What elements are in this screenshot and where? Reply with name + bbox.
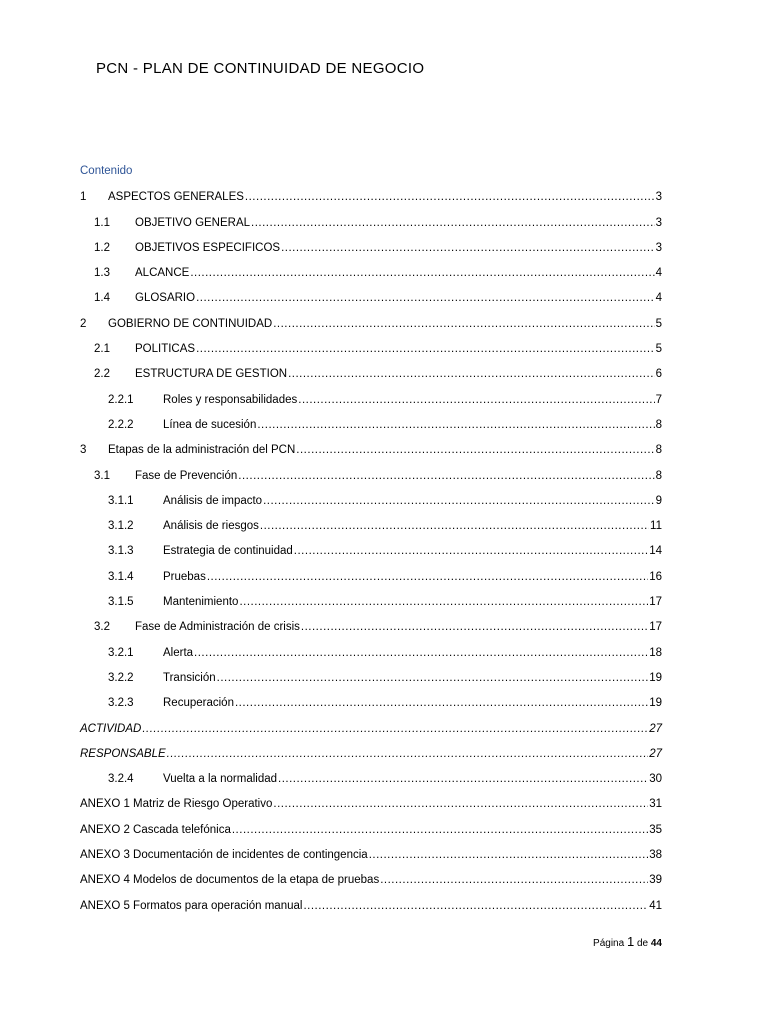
toc-dot-leader: [238, 470, 654, 482]
toc-dot-leader: [288, 368, 655, 380]
toc-entry[interactable]: [80, 178, 662, 203]
toc-entry-number: 3.2.1: [108, 646, 134, 659]
toc-entry-page: 4: [655, 292, 662, 305]
toc-entry-page: 11: [650, 520, 662, 533]
table-of-contents: [80, 178, 662, 912]
toc-dot-leader: [207, 571, 648, 583]
toc-entry[interactable]: [80, 886, 662, 911]
toc-entry-label: ACTIVIDAD: [80, 722, 142, 735]
toc-entry-page: 9: [655, 494, 662, 507]
toc-dot-leader: [196, 343, 655, 355]
toc-entry-page: 16: [649, 570, 662, 583]
toc-entry-page: 39: [649, 874, 662, 887]
page-footer: [593, 934, 662, 949]
toc-entry-label: ESTRUCTURA DE GESTION: [135, 368, 288, 381]
toc-entry-page: 35: [649, 823, 662, 836]
toc-entry-label: ANEXO 1 Matriz de Riesgo Operativo: [80, 798, 273, 811]
toc-entry-page: 38: [649, 849, 662, 862]
toc-entry-page: 41: [649, 899, 662, 912]
toc-entry-number: 2.2.1: [108, 393, 134, 406]
toc-dot-leader: [217, 672, 649, 684]
toc-entry-label: Alerta: [163, 646, 194, 659]
toc-entry[interactable]: [80, 836, 662, 861]
toc-entry-number: 3.1.5: [108, 596, 134, 609]
toc-entry[interactable]: [80, 203, 662, 228]
toc-entry[interactable]: [80, 810, 662, 835]
toc-entry-label: Mantenimiento: [163, 596, 239, 609]
toc-entry-label: Fase de Prevención: [135, 469, 238, 482]
toc-entry-page: 4: [655, 267, 662, 280]
toc-entry-page: 17: [649, 596, 662, 609]
toc-entry-number: 3.2.4: [108, 773, 134, 786]
page-label: Página: [593, 938, 625, 949]
toc-entry-number: 3.1.1: [108, 494, 134, 507]
toc-entry-page: 27: [649, 747, 662, 760]
toc-entry-label: POLITICAS: [135, 343, 196, 356]
toc-entry-label: ASPECTOS GENERALES: [108, 191, 244, 204]
toc-entry[interactable]: [80, 785, 662, 810]
toc-entry[interactable]: [80, 608, 662, 633]
toc-entry-label: OBJETIVO GENERAL: [135, 216, 251, 229]
toc-entry[interactable]: [80, 254, 662, 279]
page-of: de: [636, 938, 649, 949]
toc-entry[interactable]: [80, 709, 662, 734]
toc-entry[interactable]: [80, 456, 662, 481]
toc-dot-leader: [190, 267, 654, 279]
toc-entry-page: 6: [655, 368, 662, 381]
toc-dot-leader: [167, 748, 649, 760]
toc-entry-number: 3.1.3: [108, 545, 134, 558]
toc-entry-label: RESPONSABLE: [80, 747, 166, 760]
toc-dot-leader: [194, 647, 648, 659]
toc-entry-number: 1.4: [94, 292, 110, 305]
toc-dot-leader: [273, 798, 648, 810]
toc-entry[interactable]: [80, 583, 662, 608]
toc-entry-label: GOBIERNO DE CONTINUIDAD: [108, 317, 273, 330]
toc-entry-number: 3.2.2: [108, 671, 134, 684]
toc-entry-number: 3.2: [94, 621, 110, 634]
toc-entry-label: Fase de Administración de crisis: [135, 621, 300, 634]
toc-dot-leader: [260, 520, 649, 532]
toc-dot-leader: [298, 394, 654, 406]
toc-dot-leader: [239, 596, 648, 608]
toc-entry-page: 14: [649, 545, 662, 558]
toc-entry[interactable]: [80, 355, 662, 380]
toc-entry-page: 8: [655, 418, 662, 431]
toc-entry-page: 27: [649, 722, 662, 735]
toc-entry-page: 3: [655, 216, 662, 229]
toc-dot-leader: [196, 292, 655, 304]
toc-entry-label: Estrategia de continuidad: [163, 545, 293, 558]
document-title: PCN - PLAN DE CONTINUIDAD DE NEGOCIO: [96, 60, 425, 77]
toc-entry-label: Línea de sucesión: [163, 418, 257, 431]
toc-entry-page: 19: [649, 671, 662, 684]
toc-entry-number: 3.1: [94, 469, 110, 482]
toc-entry-label: Vuelta a la normalidad: [163, 773, 278, 786]
toc-dot-leader: [142, 723, 648, 735]
toc-entry-page: 19: [649, 697, 662, 710]
toc-entry-label: ALCANCE: [135, 267, 190, 280]
toc-entry[interactable]: [80, 431, 662, 456]
toc-dot-leader: [263, 495, 655, 507]
toc-dot-leader: [296, 444, 654, 456]
toc-dot-leader: [273, 318, 654, 330]
toc-entry-number: 3.2.3: [108, 697, 134, 710]
toc-entry[interactable]: [80, 482, 662, 507]
toc-dot-leader: [257, 419, 654, 431]
toc-entry[interactable]: [80, 507, 662, 532]
toc-entry-number: 1.1: [94, 216, 110, 229]
toc-dot-leader: [380, 874, 648, 886]
toc-entry-number: 1.2: [94, 241, 110, 254]
toc-entry-label: OBJETIVOS ESPECIFICOS: [135, 241, 281, 254]
toc-entry[interactable]: [80, 684, 662, 709]
toc-entry[interactable]: [80, 861, 662, 886]
toc-dot-leader: [235, 697, 648, 709]
toc-entry-label: ANEXO 5 Formatos para operación manual: [80, 899, 303, 912]
toc-entry[interactable]: [80, 659, 662, 684]
toc-entry-label: ANEXO 3 Documentación de incidentes de contingencia: [80, 849, 368, 862]
toc-dot-leader: [232, 824, 648, 836]
toc-entry-label: Etapas de la administración del PCN: [108, 444, 296, 457]
toc-entry-number: 2.1: [94, 343, 110, 356]
toc-entry[interactable]: [80, 330, 662, 355]
toc-entry-page: 7: [655, 393, 662, 406]
toc-entry-number: 3: [80, 444, 87, 457]
toc-entry-label: Análisis de riesgos: [163, 520, 259, 533]
toc-entry[interactable]: [80, 532, 662, 557]
toc-dot-leader: [301, 621, 648, 633]
toc-dot-leader: [245, 191, 655, 203]
toc-entry[interactable]: [80, 557, 662, 582]
toc-entry[interactable]: [80, 380, 662, 405]
toc-dot-leader: [281, 242, 655, 254]
toc-entry[interactable]: [80, 279, 662, 304]
toc-entry-label: ANEXO 2 Cascada telefónica: [80, 823, 231, 836]
toc-entry-page: 18: [649, 646, 662, 659]
toc-entry-label: Pruebas: [163, 570, 206, 583]
toc-dot-leader: [303, 900, 648, 912]
toc-entry-number: 3.1.2: [108, 520, 134, 533]
toc-entry-page: 8: [655, 444, 662, 457]
toc-entry-label: GLOSARIO: [135, 292, 196, 305]
toc-entry-label: Roles y responsabilidades: [163, 393, 298, 406]
toc-dot-leader: [278, 773, 648, 785]
toc-entry[interactable]: [80, 760, 662, 785]
toc-entry-page: 3: [655, 241, 662, 254]
toc-entry-number: 2: [80, 317, 87, 330]
toc-entry-label: Análisis de impacto: [163, 494, 263, 507]
page-total: 44: [650, 938, 662, 949]
toc-entry-label: ANEXO 4 Modelos de documentos de la etapa de pruebas: [80, 874, 380, 887]
toc-entry-label: Recuperación: [163, 697, 234, 710]
toc-entry-page: 30: [649, 773, 662, 786]
toc-dot-leader: [369, 849, 649, 861]
toc-entry[interactable]: [80, 406, 662, 431]
toc-entry-number: 3.1.4: [108, 570, 134, 583]
toc-entry-label: Transición: [163, 671, 216, 684]
toc-entry-page: 3: [655, 191, 662, 204]
toc-entry-number: 1.3: [94, 267, 110, 280]
toc-entry-page: 31: [649, 798, 662, 811]
toc-entry-number: 2.2: [94, 368, 110, 381]
toc-entry-number: 1: [80, 191, 87, 204]
page-current: 1: [626, 934, 635, 949]
toc-entry-page: 17: [649, 621, 662, 634]
toc-entry-page: 5: [655, 343, 662, 356]
toc-entry[interactable]: [80, 735, 662, 760]
toc-dot-leader: [251, 217, 655, 229]
toc-heading: Contenido: [80, 165, 133, 177]
toc-entry-page: 8: [655, 469, 662, 482]
toc-entry[interactable]: [80, 304, 662, 329]
toc-entry[interactable]: [80, 229, 662, 254]
toc-entry-page: 5: [655, 317, 662, 330]
toc-entry-number: 2.2.2: [108, 418, 134, 431]
toc-entry[interactable]: [80, 633, 662, 658]
toc-dot-leader: [294, 545, 648, 557]
